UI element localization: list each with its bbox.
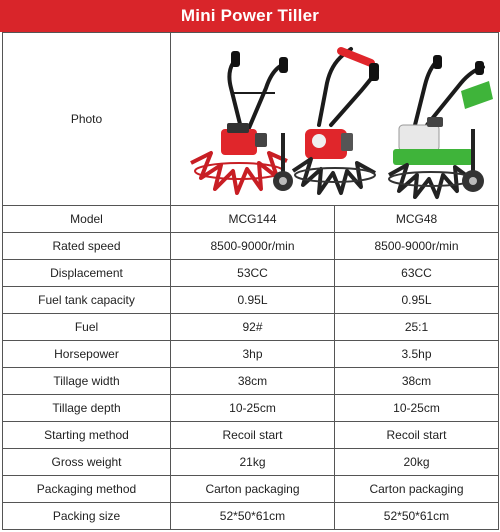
- spec-value-a: 21kg: [171, 449, 335, 476]
- spec-value-a: 53CC: [171, 260, 335, 287]
- spec-row: [3, 206, 499, 233]
- spec-value-a: 0.95L: [171, 287, 335, 314]
- photo-label: Photo: [3, 33, 171, 206]
- spec-label: Displacement: [3, 260, 171, 287]
- spec-value-b: 52*50*61cm: [335, 503, 499, 530]
- spec-value-b: 0.95L: [335, 287, 499, 314]
- spec-rows: [3, 206, 499, 530]
- spec-value-b: 63CC: [335, 260, 499, 287]
- spec-value-a: 52*50*61cm: [171, 503, 335, 530]
- spec-label: Tillage width: [3, 368, 171, 395]
- spec-row: [3, 260, 499, 287]
- red-mini-tiller-image: [191, 51, 293, 193]
- spec-value-b: 38cm: [335, 368, 499, 395]
- spec-value-a: 3hp: [171, 341, 335, 368]
- green-mini-tiller-image: [389, 55, 493, 197]
- spec-row: [3, 368, 499, 395]
- spec-row: [3, 476, 499, 503]
- spec-row: [3, 422, 499, 449]
- photo-cell: [171, 33, 499, 206]
- product-photo: [171, 33, 499, 205]
- spec-value-b: 10-25cm: [335, 395, 499, 422]
- spec-value-b: 25:1: [335, 314, 499, 341]
- spec-value-b: Carton packaging: [335, 476, 499, 503]
- spec-label: Horsepower: [3, 341, 171, 368]
- spec-label: Starting method: [3, 422, 171, 449]
- spec-value-b: 8500-9000r/min: [335, 233, 499, 260]
- spec-label: Rated speed: [3, 233, 171, 260]
- spec-value-a: 92#: [171, 314, 335, 341]
- spec-value-b: 3.5hp: [335, 341, 499, 368]
- spec-label: Model: [3, 206, 171, 233]
- spec-row: [3, 233, 499, 260]
- spec-value-a: 8500-9000r/min: [171, 233, 335, 260]
- tillers-illustration: [171, 33, 499, 205]
- spec-label: Packaging method: [3, 476, 171, 503]
- spec-label: Fuel tank capacity: [3, 287, 171, 314]
- spec-value-a: Recoil start: [171, 422, 335, 449]
- spec-value-a: MCG144: [171, 206, 335, 233]
- sheet-title: Mini Power Tiller: [0, 0, 500, 32]
- photo-row: [3, 33, 499, 206]
- spec-value-a: 38cm: [171, 368, 335, 395]
- spec-label: Fuel: [3, 314, 171, 341]
- spec-value-a: Carton packaging: [171, 476, 335, 503]
- spec-row: [3, 314, 499, 341]
- spec-row: [3, 341, 499, 368]
- red-mini-tiller-image: [293, 49, 379, 193]
- spec-value-b: 20kg: [335, 449, 499, 476]
- spec-row: [3, 503, 499, 530]
- spec-table: [2, 32, 499, 530]
- spec-row: [3, 449, 499, 476]
- spec-value-b: Recoil start: [335, 422, 499, 449]
- spec-label: Tillage depth: [3, 395, 171, 422]
- spec-value-a: 10-25cm: [171, 395, 335, 422]
- spec-row: [3, 395, 499, 422]
- spec-row: [3, 287, 499, 314]
- spec-value-b: MCG48: [335, 206, 499, 233]
- spec-label: Packing size: [3, 503, 171, 530]
- spec-label: Gross weight: [3, 449, 171, 476]
